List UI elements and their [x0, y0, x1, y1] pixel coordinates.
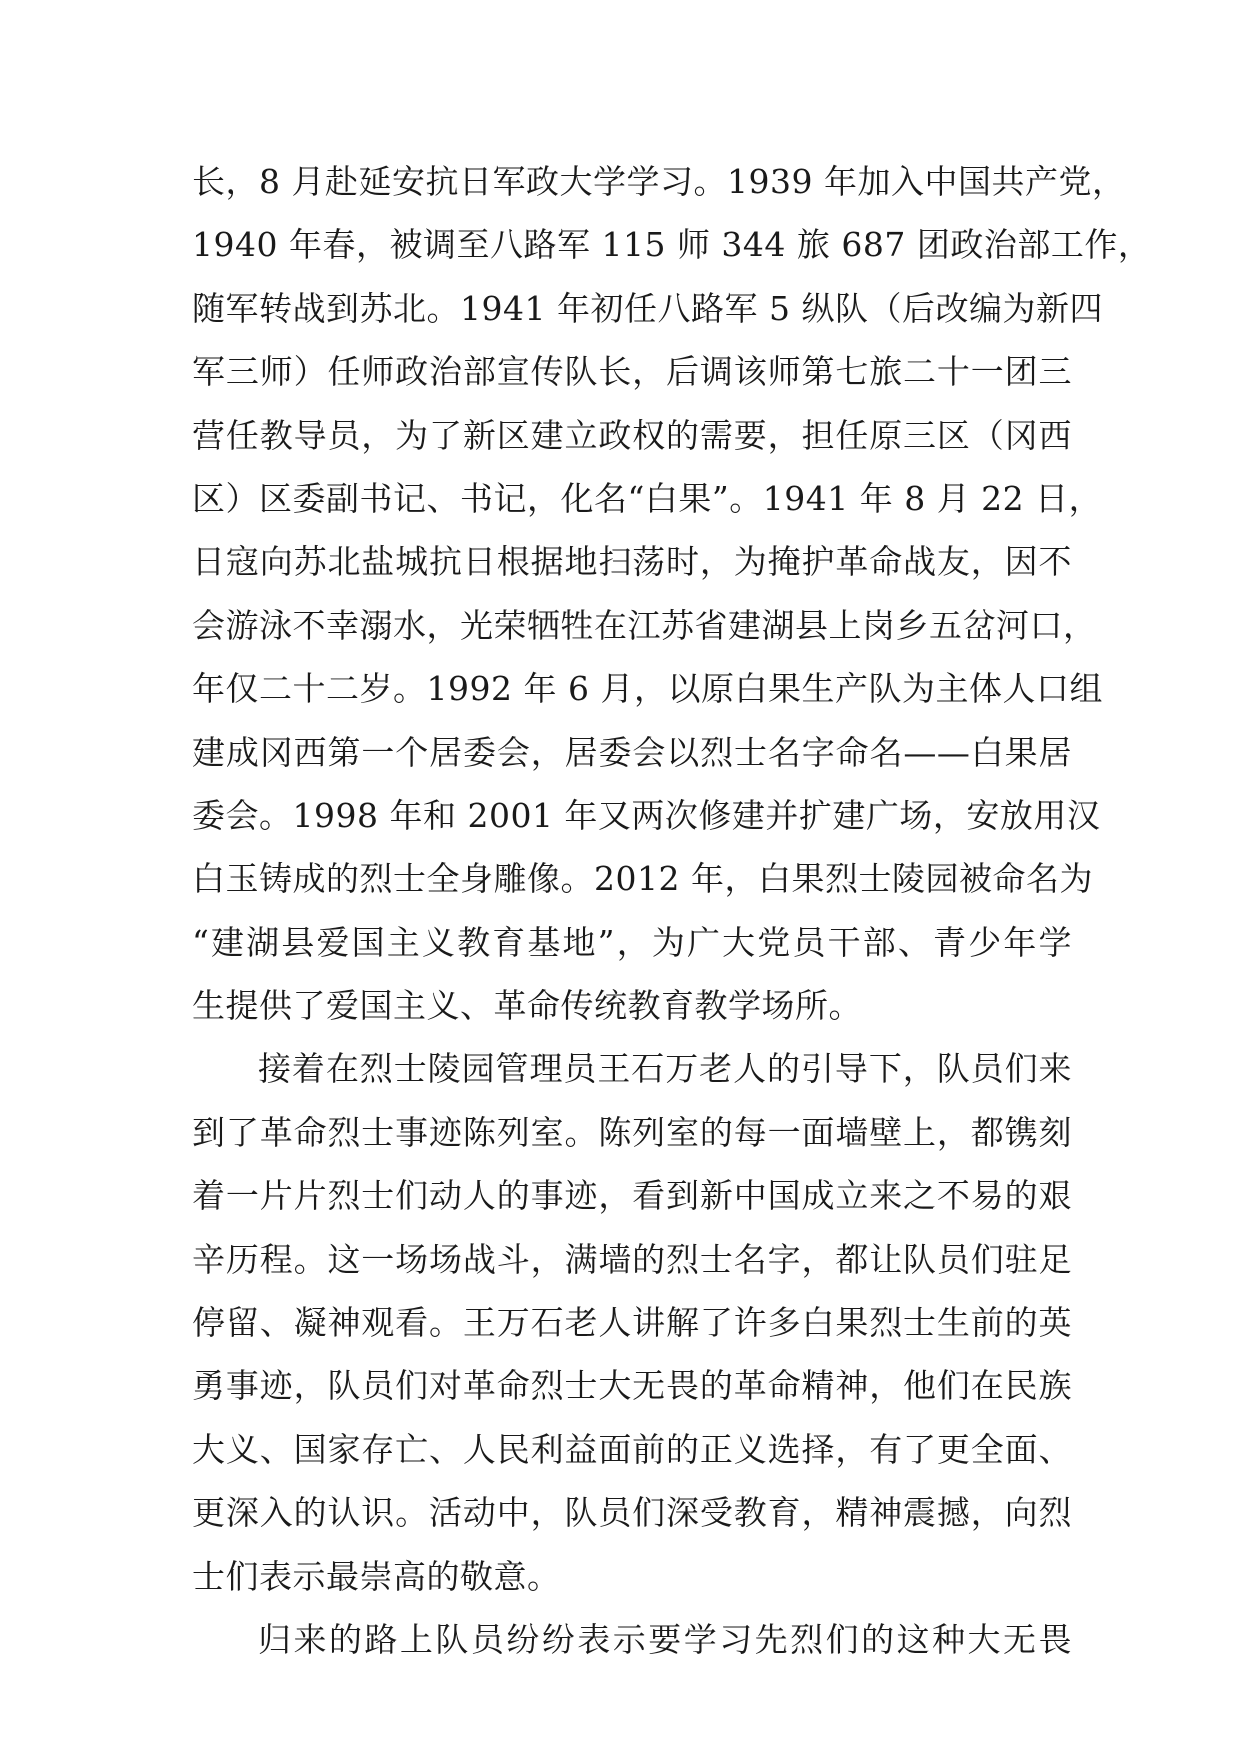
- text-line: 营任教导员，为了新区建立政权的需要，担任原三区（冈西: [192, 415, 1072, 455]
- text-line: 到了革命烈士事迹陈列室。陈列室的每一面墙壁上，都镌刻: [192, 1112, 1072, 1152]
- text-line: 生提供了爱国主义、革命传统教育教学场所。: [192, 986, 862, 1026]
- text-line: 勇事迹，队员们对革命烈士大无畏的革命精神，他们在民族: [192, 1366, 1072, 1406]
- text-line: 辛历程。这一场场战斗，满墙的烈士名字，都让队员们驻足: [192, 1239, 1072, 1279]
- text-line: 年仅二十二岁。1992 年 6 月，以原白果生产队为主体人口组: [192, 669, 1103, 709]
- text-line: 更深入的认识。活动中，队员们深受教育，精神震撼，向烈: [192, 1493, 1072, 1533]
- text-line: 随军转战到苏北。1941 年初任八路军 5 纵队（后改编为新四: [192, 288, 1103, 328]
- paragraph-first-line: 接着在烈士陵园管理员王石万老人的引导下，队员们来: [258, 1049, 1072, 1089]
- text-line: 会游泳不幸溺水，光荣牺牲在江苏省建湖县上岗乡五岔河口，: [192, 605, 1097, 645]
- text-line: 士们表示最崇高的敬意。: [192, 1556, 561, 1596]
- text-line: 1940 年春，被调至八路军 115 师 344 旅 687 团政治部工作，: [192, 225, 1152, 265]
- text-line: 白玉铸成的烈士全身雕像。2012 年，白果烈士陵园被命名为: [192, 859, 1093, 899]
- text-line: 日寇向苏北盐城抗日根据地扫荡时，为掩护革命战友，因不: [192, 542, 1072, 582]
- body-text: [192, 150, 1152, 1671]
- text-line: 长，8 月赴延安抗日军政大学学习。1939 年加入中国共产党，: [192, 162, 1126, 201]
- text-line: 委会。1998 年和 2001 年又两次修建并扩建广场，安放用汉: [192, 795, 1101, 835]
- text-line: 建成冈西第一个居委会，居委会以烈士名字命名——白果居: [192, 732, 1072, 772]
- text-line: 大义、国家存亡、人民利益面前的正义选择，有了更全面、: [192, 1429, 1072, 1469]
- paragraph-first-line: 归来的路上队员纷纷表示要学习先烈们的这种大无畏: [258, 1619, 1072, 1659]
- text-line: 着一片片烈士们动人的事迹，看到新中国成立来之不易的艰: [192, 1176, 1072, 1216]
- text-line: 区）区委副书记、书记，化名“白果”。1941 年 8 月 22 日，: [192, 478, 1103, 518]
- text-line: 停留、凝神观看。王万石老人讲解了许多白果烈士生前的英: [192, 1303, 1072, 1343]
- text-line: “建湖县爱国主义教育基地”，为广大党员干部、青少年学: [192, 922, 1072, 962]
- text-line: 军三师）任师政治部宣传队长，后调该师第七旅二十一团三: [192, 352, 1072, 392]
